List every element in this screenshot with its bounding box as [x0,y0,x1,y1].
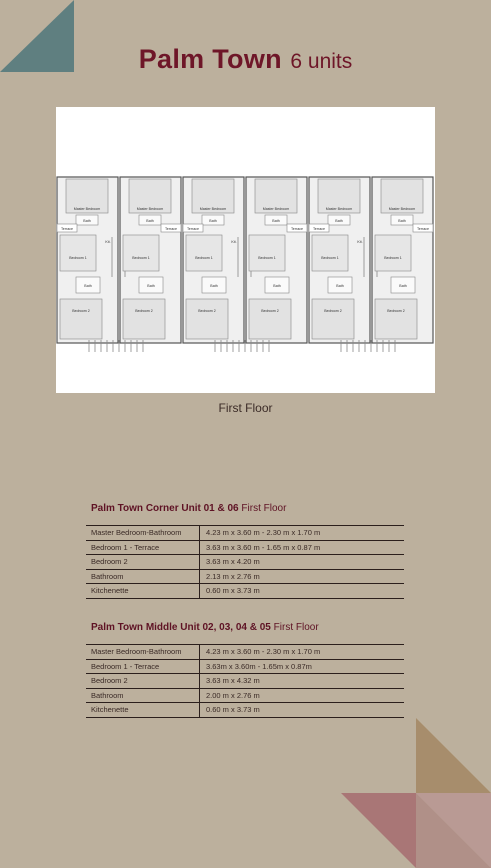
middle-unit-name: Palm Town Middle Unit 02, 03, 04 & 05 [91,622,271,633]
room-name: Bedroom 1 - Terrace [86,659,200,674]
bedroom-2-label: Bedroom 2 [72,309,90,313]
bedroom-1-label: Bedroom 1 [195,256,213,260]
bedroom-2-room [123,299,165,339]
bedroom-2-room [60,299,102,339]
floor-plan-caption: First Floor [218,401,273,415]
bedroom-2-room [312,299,354,339]
corner-unit-table [86,525,404,599]
room-name: Bedroom 2 [86,674,200,689]
bath-label: Bath [84,284,92,288]
table-row [86,526,404,541]
kitchenette-label: Kit. [105,240,111,244]
table-row [86,584,404,599]
terrace-label: Terrace [417,227,429,231]
room-size: 2.00 m x 2.76 m [200,688,405,703]
middle-unit-section [86,622,406,718]
bath-label: Bath [273,284,281,288]
bath-label: Bath [398,219,406,223]
room-size: 3.63 m x 4.20 m [200,555,405,570]
room-name: Kitchenette [86,703,200,718]
table-row [86,555,404,570]
middle-unit-floor: First Floor [273,622,319,633]
bedroom-1-room [60,235,96,271]
bedroom-2-label: Bedroom 2 [324,309,342,313]
bath-label: Bath [335,219,343,223]
bath-label: Bath [336,284,344,288]
room-size: 0.60 m x 3.73 m [200,584,405,599]
bedroom-2-label: Bedroom 2 [261,309,279,313]
bedroom-1-label: Bedroom 1 [384,256,402,260]
bedroom-2-label: Bedroom 2 [135,309,153,313]
bath-label: Bath [146,219,154,223]
corner-unit-title [91,503,406,514]
bedroom-2-room [375,299,417,339]
middle-unit-title [91,622,406,633]
terrace-label: Terrace [313,227,325,231]
table-row [86,688,404,703]
bedroom-2-label: Bedroom 2 [198,309,216,313]
room-name: Bedroom 2 [86,555,200,570]
room-name: Bathroom [86,688,200,703]
bedroom-1-label: Bedroom 1 [69,256,87,260]
master-bedroom-label: Master Bedroom [388,207,416,211]
corner-geometric-decoration [331,718,491,868]
table-row [86,674,404,689]
bedroom-1-label: Bedroom 1 [132,256,150,260]
room-size: 4.23 m x 3.60 m - 2.30 m x 1.70 m [200,645,405,660]
bedroom-1-label: Bedroom 1 [258,256,276,260]
terrace-label: Terrace [61,227,73,231]
corner-unit-section [86,503,406,599]
room-name: Kitchenette [86,584,200,599]
bath-label: Bath [272,219,280,223]
room-size: 2.13 m x 2.76 m [200,569,405,584]
master-bedroom-label: Master Bedroom [325,207,353,211]
table-row [86,703,404,718]
terrace-label: Terrace [291,227,303,231]
middle-unit-table [86,644,404,718]
table-row [86,645,404,660]
room-size: 4.23 m x 3.60 m - 2.30 m x 1.70 m [200,526,405,541]
bedroom-1-room [123,235,159,271]
kitchenette-label: Kit. [357,240,363,244]
terrace-label: Terrace [187,227,199,231]
floor-plan-image [56,107,435,393]
bath-label: Bath [399,284,407,288]
room-size: 3.63 m x 4.32 m [200,674,405,689]
bedroom-2-room [186,299,228,339]
title-main: Palm Town [138,44,282,74]
table-row [86,659,404,674]
bedroom-1-room [375,235,411,271]
bedroom-1-label: Bedroom 1 [321,256,339,260]
room-size: 3.63 m x 3.60 m - 1.65 m x 0.87 m [200,540,405,555]
room-name: Bedroom 1 - Terrace [86,540,200,555]
bath-label: Bath [210,284,218,288]
bath-label: Bath [209,219,217,223]
bedroom-2-label: Bedroom 2 [387,309,405,313]
bath-label: Bath [83,219,91,223]
room-name: Master Bedroom-Bathroom [86,526,200,541]
room-size: 3.63m x 3.60m - 1.65m x 0.87m [200,659,405,674]
page-title [0,44,491,75]
table-row [86,569,404,584]
kitchenette-label: Kit. [231,240,237,244]
master-bedroom-label: Master Bedroom [199,207,227,211]
bath-label: Bath [147,284,155,288]
room-name: Bathroom [86,569,200,584]
floor-plan-drawing [56,107,435,393]
master-bedroom-label: Master Bedroom [136,207,164,211]
corner-unit-name: Palm Town Corner Unit 01 & 06 [91,503,239,514]
room-size: 0.60 m x 3.73 m [200,703,405,718]
bedroom-1-room [249,235,285,271]
bedroom-1-room [312,235,348,271]
bedroom-1-room [186,235,222,271]
master-bedroom-label: Master Bedroom [262,207,290,211]
table-row [86,540,404,555]
room-name: Master Bedroom-Bathroom [86,645,200,660]
corner-unit-floor: First Floor [241,503,287,514]
title-units: 6 units [290,50,353,73]
bedroom-2-room [249,299,291,339]
master-bedroom-label: Master Bedroom [73,207,101,211]
terrace-label: Terrace [165,227,177,231]
